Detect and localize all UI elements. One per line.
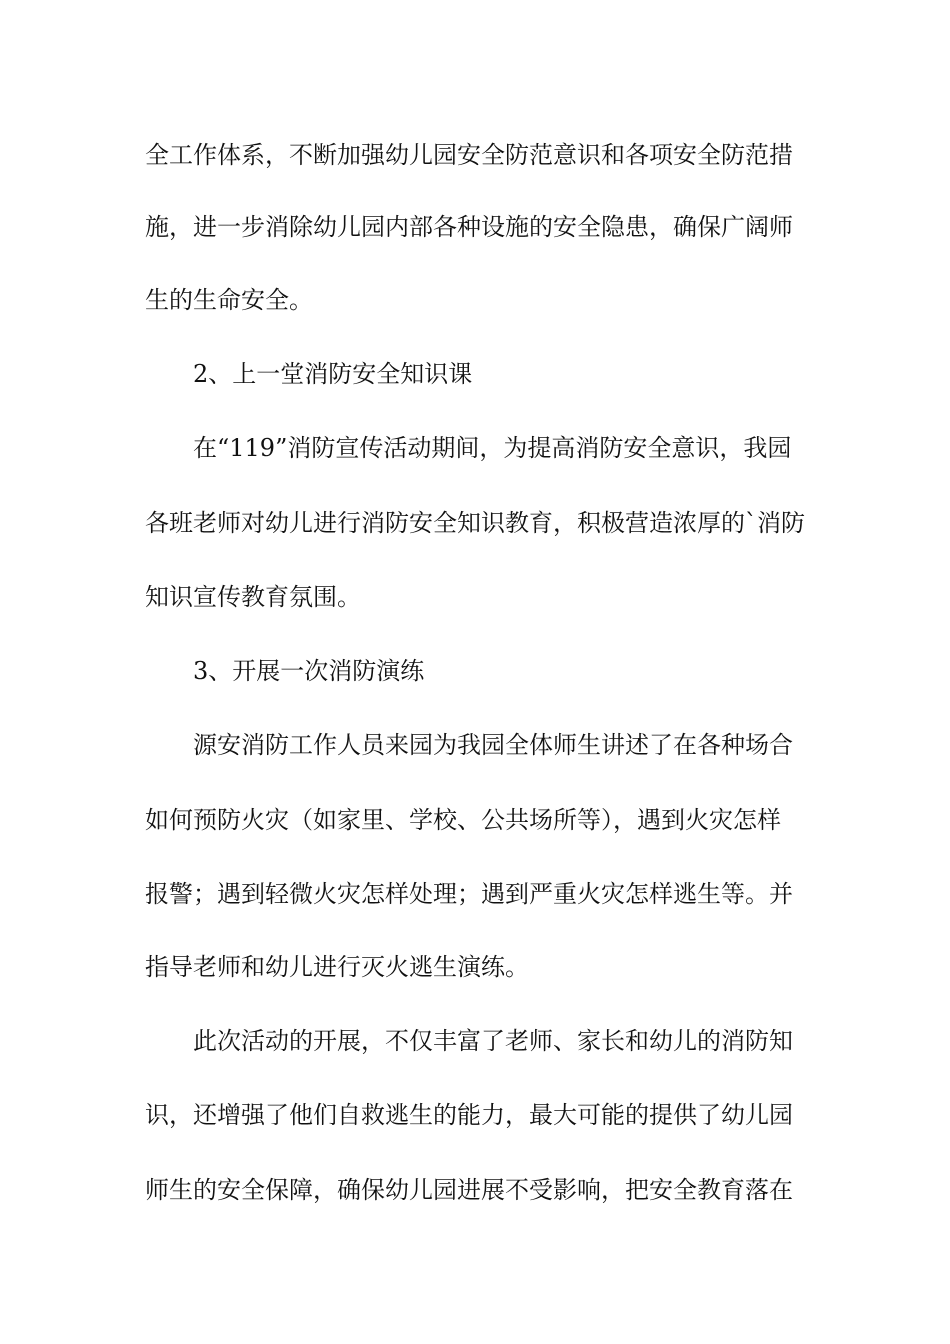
text-line: 各班老师对幼儿进行消防安全知识教育，积极营造浓厚的`消防: [145, 509, 805, 537]
text-line: 识，还增强了他们自救逃生的能力，最大可能的提供了幼儿园: [145, 1101, 793, 1129]
text-line: 如何预防火灾（如家里、学校、公共场所等），遇到火灾怎样: [145, 806, 781, 834]
text-line: 施，进一步消除幼儿园内部各种设施的安全隐患，确保广阔师: [145, 213, 793, 241]
section-heading: 2、上一堂消防安全知识课: [193, 360, 473, 388]
section-heading: 3、开展一次消防演练: [193, 657, 425, 685]
paragraph-first-line: 源安消防工作人员来园为我园全体师生讲述了在各种场合: [193, 731, 793, 759]
text-line: 知识宣传教育氛围。: [145, 583, 361, 611]
text-line: 全工作体系，不断加强幼儿园安全防范意识和各项安全防范措: [145, 141, 793, 169]
text-line: 生的生命安全。: [145, 286, 313, 314]
text-line: 报警；遇到轻微火灾怎样处理；遇到严重火灾怎样逃生等。并: [145, 880, 793, 908]
paragraph-first-line: 此次活动的开展，不仅丰富了老师、家长和幼儿的消防知: [193, 1027, 793, 1055]
text-line: 指导老师和幼儿进行灭火逃生演练。: [145, 953, 529, 981]
paragraph-first-line: 在“119”消防宣传活动期间，为提高消防安全意识，我园: [193, 434, 792, 462]
text-line: 师生的安全保障，确保幼儿园进展不受影响，把安全教育落在: [145, 1176, 793, 1204]
